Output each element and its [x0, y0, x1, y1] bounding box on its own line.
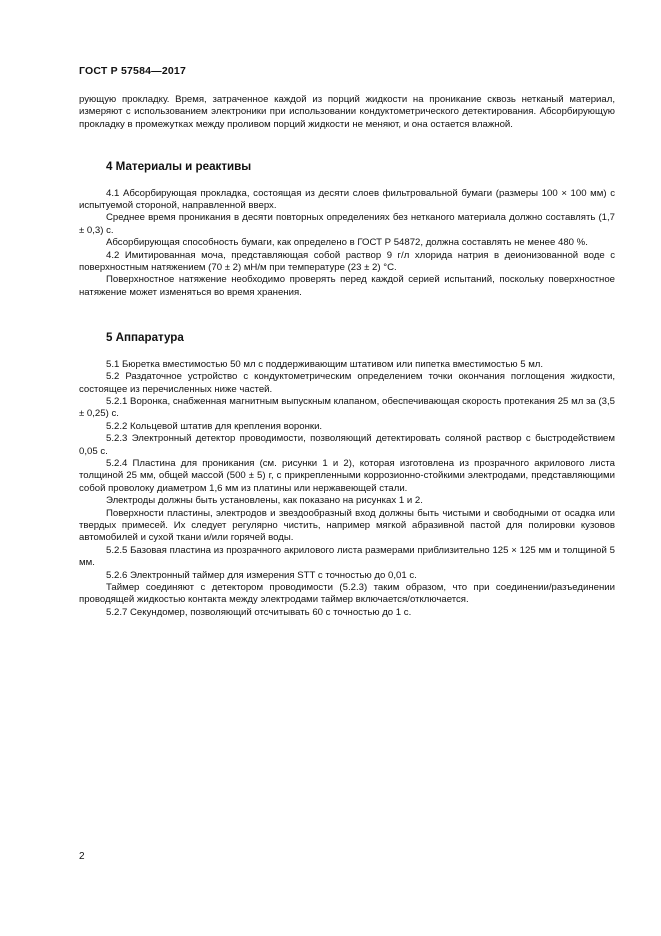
page-number: 2: [79, 851, 85, 862]
document-code-header: ГОСТ Р 57584—2017: [79, 65, 187, 77]
paragraph-5-2-7: 5.2.7 Секундомер, позволяющий отсчитывать 60 с точностью до 1 с.: [106, 606, 412, 618]
paragraph-5-2-5: 5.2.5 Базовая пластина из прозрачного акрилового листа размерами приблизительно 125 × 125 мм и толщиной 5 мм.: [79, 544, 615, 569]
paragraph-4-1-absorbency: Абсорбирующая способность бумаги, как определено в ГОСТ Р 54872, должна составлять не менее 480 %.: [106, 237, 588, 249]
paragraph-5-2-3: 5.2.3 Электронный детектор проводимости, позволяющий детектировать соляной раствор с быстродействием 0,05 с.: [79, 433, 615, 457]
paragraph-4-1-time: Среднее время проникания в десяти повторных определениях без нетканого материала должно составлять (1,7 ± 0,3) с.: [79, 212, 615, 236]
section-4-heading: 4 Материалы и реактивы: [106, 160, 252, 174]
paragraph-5-2-2: 5.2.2 Кольцевой штатив для крепления воронки.: [106, 420, 323, 432]
paragraph-4-1: 4.1 Абсорбирующая прокладка, состоящая из десяти слоев фильтровальной бумаги (размеры 100 × 100 мм) с испытуемой стороной, направленной вверх.: [79, 187, 615, 212]
paragraph-4-2-tension: Поверхностное натяжение необходимо проверять перед каждой серией испытаний, поскольку поверхностное натяжение может изменяться во время хранения.: [79, 274, 615, 298]
paragraph-surfaces: Поверхности пластины, электродов и звездообразный вход должны быть чистыми и свободными от осадка или твердых примесей. Их следует регулярно чистить, например мягкой абразивной пастой для полировки кузовов автомобилей и сухой ткани и/или горячей воды.: [79, 507, 615, 544]
paragraph-timer: Таймер соединяют с детектором проводимости (5.2.3) таким образом, что при соединении/разъединении проводящей жидкостью контакта между электродами таймер включается/отключается.: [79, 582, 615, 606]
paragraph-5-2: 5.2 Раздаточное устройство с кондуктометрическим определением точки окончания поглощения жидкости, состоящее из перечисленных ниже частей.: [79, 371, 615, 395]
intro-paragraph: рующую прокладку. Время, затраченное каждой из порций жидкости на проникание сквозь нетканый материал, измеряют с использованием электроники при использовании кондуктометрического детектирования. Абсорбирующую прокладку в промежутках между проливом порций жидкости не меняют, и она остается влажной.: [79, 94, 615, 130]
section-5-heading: 5 Аппаратура: [106, 331, 184, 345]
paragraph-electrodes: Электроды должны быть установлены, как показано на рисунках 1 и 2.: [106, 495, 423, 507]
paragraph-5-1: 5.1 Бюретка вместимостью 50 мл с поддерживающим штативом или пипетка вместимостью 5 мл.: [106, 358, 544, 370]
page-body: [79, 94, 615, 619]
paragraph-4-2: 4.2 Имитированная моча, представляющая собой раствор 9 г/л хлорида натрия в деионизованной воде с поверхностным натяжением (70 ± 2) мН/м при температуре (23 ± 2) °С.: [79, 249, 615, 274]
paragraph-5-2-4: 5.2.4 Пластина для проникания (см. рисунки 1 и 2), которая изготовлена из прозрачного акрилового листа толщиной 25 мм, общей массой (500 ± 5) г, с прикрепленными коррозионно-стойкими электродами, представляющими собой проволоку диаметром 1,6 мм из платины или нержавеющей стали.: [79, 457, 615, 494]
paragraph-5-2-6: 5.2.6 Электронный таймер для измерения STT с точностью до 0,01 с.: [106, 569, 417, 581]
paragraph-5-2-1: 5.2.1 Воронка, снабженная магнитным выпускным клапаном, обеспечивающая скорость протекания 25 мл за (3,5 ± 0,25) с.: [79, 395, 615, 420]
